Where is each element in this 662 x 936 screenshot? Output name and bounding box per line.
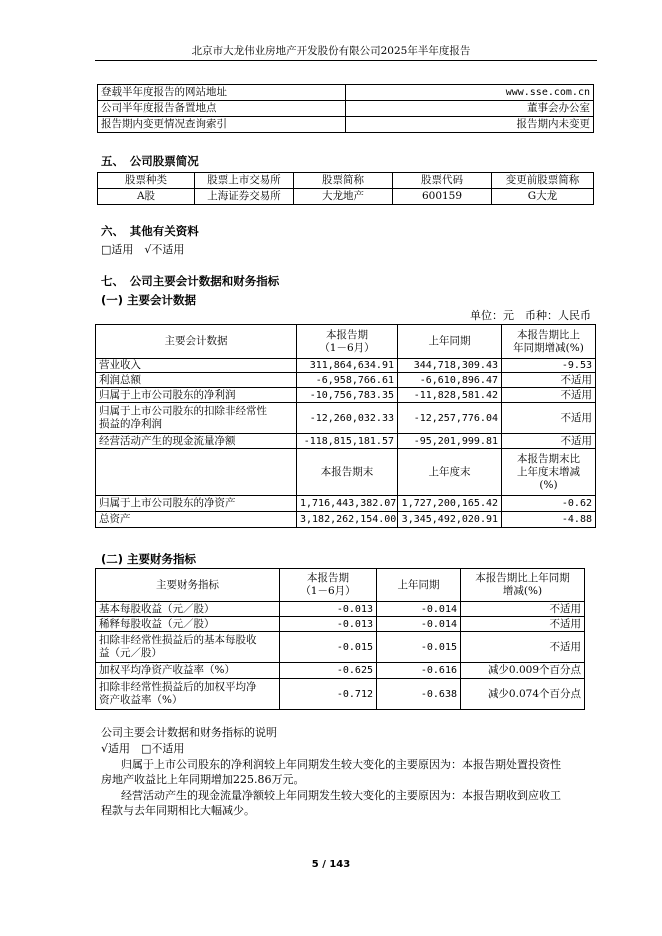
acc-value: -118,815,181.57	[297, 434, 398, 449]
subheading-accounting-data: (一) 主要会计数据	[101, 293, 197, 307]
acc-header-cell: 上年同期	[398, 325, 502, 359]
acc-header-cell	[297, 325, 398, 359]
acc-label: 总资产	[96, 512, 297, 528]
applicability-options: □适用 √不适用	[101, 243, 185, 256]
stock-header-cell: 股票种类	[98, 173, 195, 189]
fin-header-cell: 上年同期	[377, 569, 461, 602]
acc-value: 311,864,634.91	[297, 359, 398, 373]
acc-label: 经营活动产生的现金流量净额	[96, 434, 297, 449]
acc-header-line: 本报告期	[326, 328, 368, 341]
fin-label-line: 扣除非经常性损益后的加权平均净	[99, 681, 257, 693]
acc-value: -11,828,581.42	[398, 388, 502, 403]
acc-change: 不适用	[502, 434, 596, 449]
stock-header-cell: 变更前股票简称	[492, 173, 594, 189]
notes-title: 公司主要会计数据和财务指标的说明	[101, 726, 277, 739]
acc-label: 归属于上市公司股东的净利润	[96, 388, 297, 403]
acc-header-cell	[502, 325, 596, 359]
acc-value: 3,345,492,020.91	[398, 512, 502, 528]
fin-label-line: 益（元／股）	[99, 647, 162, 659]
acc-header-cell: 主要会计数据	[96, 325, 297, 359]
table-row	[96, 403, 596, 434]
acc-value: -12,260,032.33	[297, 403, 398, 434]
stock-cell: 600159	[393, 189, 492, 205]
acc-change: -0.62	[502, 496, 596, 512]
fin-label: 基本每股收益（元／股）	[96, 602, 280, 617]
stock-table	[97, 172, 594, 205]
acc-value: 3,182,262,154.00	[297, 512, 398, 528]
info-label: 登载半年度报告的网站地址	[98, 85, 346, 101]
acc-value: -12,257,776.04	[398, 403, 502, 434]
acc-label: 营业收入	[96, 359, 297, 373]
fin-label-line: 资产收益率（%）	[99, 694, 183, 706]
acc-header-empty	[96, 449, 297, 496]
acc-change: 不适用	[502, 373, 596, 388]
table-row	[96, 632, 585, 663]
stock-header-cell: 股票简称	[294, 173, 393, 189]
acc-header-line: 本报告期比上	[517, 328, 580, 341]
stock-cell: A股	[98, 189, 195, 205]
header-rule	[95, 60, 597, 61]
acc-header-cell: 本报告期末	[297, 449, 398, 496]
acc-value: -10,756,783.35	[297, 388, 398, 403]
accounting-data-table	[95, 324, 596, 528]
fin-change: 不适用	[461, 602, 585, 617]
fin-change: 减少0.074个百分点	[461, 679, 585, 710]
fin-value: -0.015	[377, 632, 461, 663]
acc-header-cell: 上年度末	[398, 449, 502, 496]
note-paragraph-line: 归属于上市公司股东的净利润较上年同期发生较大变化的主要原因为：本报告期处置投资性	[121, 758, 561, 771]
fin-value: -0.616	[377, 663, 461, 679]
acc-header-line: 年同期增减(%)	[513, 341, 584, 354]
fin-value: -0.013	[280, 617, 377, 632]
table-row	[96, 679, 585, 710]
fin-header-line: 增减(%)	[502, 585, 543, 597]
info-value: 报告期内未变更	[346, 117, 594, 133]
fin-value: -0.014	[377, 617, 461, 632]
acc-value: -95,201,999.81	[398, 434, 502, 449]
acc-label-line: 归属于上市公司股东的扣除非经常性	[99, 405, 267, 417]
acc-change: 不适用	[502, 403, 596, 434]
table-row	[96, 663, 585, 679]
table-row	[96, 496, 596, 512]
acc-value: -6,958,766.61	[297, 373, 398, 388]
info-label: 公司半年度报告备置地点	[98, 101, 346, 117]
fin-value: -0.625	[280, 663, 377, 679]
fin-label	[96, 679, 280, 710]
table-row	[96, 617, 585, 632]
acc-label	[96, 403, 297, 434]
notes-applicability: √适用 □不适用	[101, 742, 185, 755]
stock-header-cell: 股票上市交易所	[195, 173, 294, 189]
section-heading-other: 六、 其他有关资料	[101, 224, 199, 238]
fin-value: -0.015	[280, 632, 377, 663]
section-heading-financial: 七、 公司主要会计数据和财务指标	[101, 274, 280, 288]
note-paragraph-line: 房地产收益比上年同期增加225.86万元。	[101, 773, 305, 786]
fin-value: -0.638	[377, 679, 461, 710]
acc-change: 不适用	[502, 388, 596, 403]
table-row	[96, 359, 596, 373]
subheading-financial-indicators: (二) 主要财务指标	[101, 552, 197, 566]
fin-label-line: 扣除非经常性损益后的基本每股收	[99, 634, 257, 646]
table-row	[96, 388, 596, 403]
table-row	[96, 512, 596, 528]
stock-header-cell: 股票代码	[393, 173, 492, 189]
table-row	[96, 373, 596, 388]
fin-value: -0.712	[280, 679, 377, 710]
stock-cell: G大龙	[492, 189, 594, 205]
fin-label: 稀释每股收益（元／股）	[96, 617, 280, 632]
acc-value: 1,727,200,165.42	[398, 496, 502, 512]
fin-header-cell	[280, 569, 377, 602]
acc-header-line: (%)	[539, 478, 558, 491]
acc-change: -4.88	[502, 512, 596, 528]
financial-indicators-table	[95, 568, 585, 710]
info-label: 报告期内变更情况查询索引	[98, 117, 346, 133]
acc-value: -6,610,896.47	[398, 373, 502, 388]
acc-header-line: 本报告期末比	[517, 452, 580, 465]
acc-change: -9.53	[502, 359, 596, 373]
fin-header-cell: 主要财务指标	[96, 569, 280, 602]
fin-header-cell	[461, 569, 585, 602]
info-value: 董事会办公室	[346, 101, 594, 117]
acc-header-line: （1－6月）	[319, 341, 375, 354]
acc-label-line: 损益的净利润	[99, 418, 162, 430]
table-row	[96, 434, 596, 449]
stock-cell: 上海证券交易所	[195, 189, 294, 205]
note-paragraph-line: 经营活动产生的现金流量净额较上年同期发生较大变化的主要原因为：本报告期收到应收工	[121, 789, 561, 802]
fin-value: -0.014	[377, 602, 461, 617]
currency-unit: 单位：元 币种：人民币	[470, 309, 591, 322]
fin-change: 减少0.009个百分点	[461, 663, 585, 679]
report-info-table	[97, 84, 594, 133]
fin-header-line: 本报告期	[307, 572, 349, 584]
page-number: 5 / 143	[311, 859, 351, 870]
fin-header-line: （1－6月）	[300, 585, 356, 597]
page-header-title: 北京市大龙伟业房地产开发股份有限公司2025年半年度报告	[191, 45, 471, 57]
section-heading-stock: 五、 公司股票简况	[101, 154, 199, 168]
fin-change: 不适用	[461, 632, 585, 663]
fin-value: -0.013	[280, 602, 377, 617]
table-row	[96, 602, 585, 617]
fin-label	[96, 632, 280, 663]
acc-header-cell	[502, 449, 596, 496]
acc-value: 344,718,309.43	[398, 359, 502, 373]
fin-label: 加权平均净资产收益率（%）	[96, 663, 280, 679]
stock-cell: 大龙地产	[294, 189, 393, 205]
fin-header-line: 本报告期比上年同期	[475, 572, 570, 584]
acc-header-line: 上年度末增减	[517, 465, 580, 478]
note-paragraph-line: 程款与去年同期相比大幅减少。	[101, 804, 255, 817]
acc-value: 1,716,443,382.07	[297, 496, 398, 512]
fin-change: 不适用	[461, 617, 585, 632]
acc-label: 利润总额	[96, 373, 297, 388]
acc-label: 归属于上市公司股东的净资产	[96, 496, 297, 512]
website-link[interactable]: www.sse.com.cn	[346, 85, 594, 101]
